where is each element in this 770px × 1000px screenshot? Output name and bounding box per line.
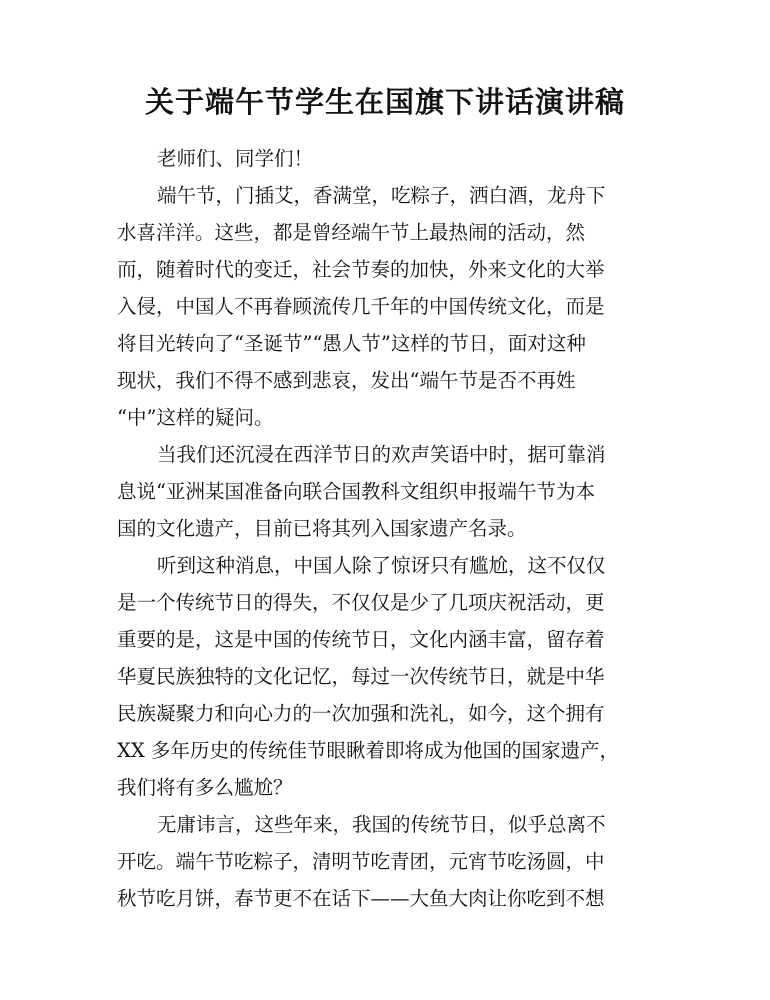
text-line: 重要的是，这是中国的传统节日，文化内涵丰富，留存着 xyxy=(117,628,605,651)
text-line: 无庸讳言，这些年来，我国的传统节日，似乎总离不 xyxy=(157,813,606,836)
text-line: 民族凝聚力和向心力的一次加强和洗礼，如今，这个拥有 xyxy=(117,702,605,725)
text-line: 现状，我们不得不感到悲哀，发出“端午节是否不再姓 xyxy=(117,369,576,392)
text-line: 而，随着时代的变迁，社会节奏的加快，外来文化的大举 xyxy=(117,258,605,281)
text-line: 华夏民族独特的文化记忆，每过一次传统节日，就是中华 xyxy=(117,665,605,688)
text-line: 听到这种消息，中国人除了惊讶只有尴尬，这不仅仅 xyxy=(157,554,606,577)
text-line: 息说“亚洲某国准备向联合国教科文组织申报端午节为本 xyxy=(117,480,595,503)
text-line: XX 多年历史的传统佳节眼瞅着即将成为他国的国家遗产， xyxy=(117,739,619,762)
text-line: 当我们还沉浸在西洋节日的欢声笑语中时，据可靠消 xyxy=(157,443,606,466)
document-title: 关于端午节学生在国旗下讲话演讲稿 xyxy=(144,85,625,119)
document-body xyxy=(117,140,657,917)
text-line: 国的文化遗产，目前已将其列入国家遗产名录。 xyxy=(117,517,527,540)
text-line: 入侵，中国人不再眷顾流传几千年的中国传统文化，而是 xyxy=(117,295,605,318)
text-line: 秋节吃月饼，春节更不在话下——大鱼大肉让你吃到不想 xyxy=(117,887,605,910)
text-line: 是一个传统节日的得失，不仅仅是少了几项庆祝活动，更 xyxy=(117,591,605,614)
text-line: 端午节，门插艾，香满堂，吃粽子，洒白酒，龙舟下 xyxy=(157,184,606,207)
text-line: 我们将有多么尴尬？ xyxy=(117,776,293,799)
text-line: 开吃。端午节吃粽子，清明节吃青团，元宵节吃汤圆，中 xyxy=(117,850,605,873)
text-line: “中”这样的疑问。 xyxy=(117,406,274,429)
text-line: 将目光转向了“圣诞节”“愚人节”这样的节日，面对这种 xyxy=(117,332,586,355)
text-line: 水喜洋洋。这些，都是曾经端午节上最热闹的活动，然 xyxy=(117,221,586,244)
text-line: 老师们、同学们！ xyxy=(157,147,314,170)
